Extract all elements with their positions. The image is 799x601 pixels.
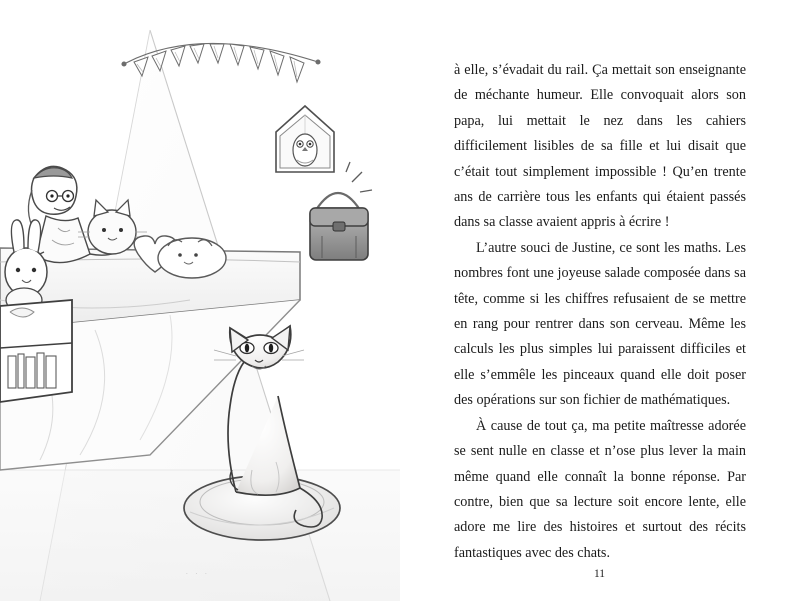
corner-dots: . . . (186, 568, 210, 576)
paragraph-1: à elle, s’évadait du rail. Ça mettait son enseignante de méchante humeur. Elle convoquait alors son papa, lui mettait le nez dans les cahiers difficilement lisibles de sa fille et lui disait que c’était tout simplement impossible ! Qu’en trente ans de carrière tous les enfants qui étaient passés dans sa classe avaient appris à écrire ! (454, 62, 746, 231)
stuffed-owl (293, 134, 317, 166)
right-page (400, 0, 799, 601)
body-text (454, 58, 746, 566)
page-number: 11 (593, 568, 606, 580)
paragraph-2: L’autre souci de Justine, ce sont les maths. Les nombres font une joyeuse salade composée dans sa tête, comme si les chiffres refusaient de se mettre en rang pour rentrer dans son cerveau. Même les calculs les plus simples lui paraissent difficiles et elle s’emmêle les pinceaux quand elle doit poser des opérations sur son fichier de mathématiques. (454, 239, 746, 409)
white-plush (158, 238, 226, 278)
paragraph-3: À cause de tout ça, ma petite maîtresse adorée se sent nulle en classe et n’ose plus lever la main même quand elle connaît la bonne réponse. Par contre, bien que sa lecture soit encore lente, elle adore me lire des histoires et surtout des récits fantastiques avec des chats. (454, 417, 746, 561)
bookcase (0, 300, 72, 402)
books (8, 353, 56, 388)
